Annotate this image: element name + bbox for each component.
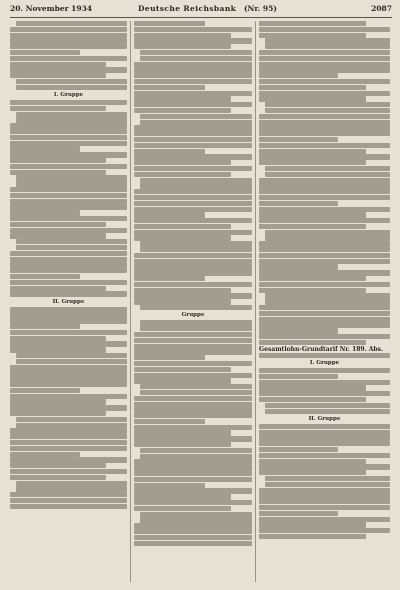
text-line (140, 241, 252, 246)
text-line (134, 189, 252, 194)
text-line (134, 529, 252, 534)
text-line (259, 430, 390, 435)
text-line (259, 447, 338, 452)
text-line (265, 293, 390, 298)
text-line (259, 247, 390, 252)
text-line (259, 33, 366, 38)
text-line (10, 56, 127, 61)
text-line (10, 262, 127, 267)
text-line (10, 280, 127, 285)
text-line (134, 413, 252, 418)
text-line (134, 442, 231, 447)
text-line (16, 486, 127, 491)
text-line (259, 27, 390, 32)
text-line (265, 409, 390, 414)
text-line (259, 353, 390, 358)
text-line (10, 50, 80, 55)
text-line (10, 463, 106, 468)
text-line (10, 307, 127, 312)
text-line (10, 434, 127, 439)
text-line (259, 149, 366, 154)
text-line (16, 112, 127, 117)
text-line (140, 50, 252, 55)
text-line (259, 125, 390, 130)
text-line (10, 318, 127, 323)
text-line (140, 320, 252, 325)
text-line (10, 210, 80, 215)
text-line (259, 120, 390, 125)
text-line (16, 481, 127, 486)
text-line (10, 106, 106, 111)
text-line (16, 181, 127, 186)
text-line (10, 44, 127, 49)
text-line (134, 276, 205, 281)
text-line (134, 207, 252, 212)
text-line (259, 517, 390, 522)
text-line (10, 257, 127, 262)
text-line (134, 91, 252, 96)
text-line (10, 399, 106, 404)
text-line (16, 239, 127, 244)
text-line (265, 482, 390, 487)
text-line (265, 403, 390, 408)
text-line (10, 457, 127, 462)
text-line (259, 441, 390, 446)
text-line (259, 464, 390, 469)
column-left (10, 21, 127, 584)
text-line (259, 91, 390, 96)
text-line (134, 430, 231, 435)
text-line (265, 230, 390, 235)
text-line (134, 419, 205, 424)
text-line (259, 385, 366, 390)
text-line (259, 189, 390, 194)
text-line (10, 405, 127, 410)
column-right (259, 21, 390, 584)
text-line (134, 160, 231, 165)
text-line (140, 56, 252, 61)
text-line (10, 233, 106, 238)
text-line (134, 102, 252, 107)
text-line (10, 199, 127, 204)
text-line (134, 338, 252, 343)
text-line (134, 79, 252, 84)
text-line (259, 380, 390, 385)
text-line (10, 73, 106, 78)
header-issue-number: (Nr. 95) (244, 4, 277, 13)
text-line (10, 152, 127, 157)
text-line (10, 452, 80, 457)
text-line (134, 471, 252, 476)
text-line (134, 96, 231, 101)
text-line (140, 326, 252, 331)
text-line (259, 178, 390, 183)
text-line (10, 193, 127, 198)
text-line (16, 79, 127, 84)
text-line (10, 291, 127, 296)
column-rule (130, 21, 131, 582)
text-line (134, 137, 252, 142)
text-line (259, 488, 390, 493)
section-heading: I. Gruppe (309, 359, 340, 366)
text-line (259, 470, 366, 475)
header-page-number: 2087 (371, 4, 392, 13)
text-line (265, 299, 390, 304)
text-line (259, 435, 390, 440)
text-line (134, 425, 252, 430)
text-line (134, 172, 231, 177)
text-line (140, 183, 252, 188)
text-line (10, 498, 127, 503)
text-line (265, 235, 390, 240)
text-line (259, 62, 390, 67)
text-line (134, 224, 231, 229)
text-line (134, 253, 252, 258)
text-line (259, 328, 338, 333)
text-line (259, 424, 390, 429)
text-line (259, 522, 366, 527)
column-rule (255, 21, 256, 582)
text-line (10, 158, 106, 163)
text-line (265, 108, 390, 113)
text-line (16, 117, 127, 122)
text-line (134, 33, 231, 38)
text-line (134, 230, 252, 235)
text-line (10, 123, 127, 128)
text-line (134, 494, 231, 499)
text-line (10, 222, 106, 227)
header-date: 20. November 1934 (10, 4, 93, 13)
page-header (10, 4, 392, 16)
text-line (134, 38, 252, 43)
text-line (134, 378, 231, 383)
text-line (259, 143, 390, 148)
text-line (259, 397, 366, 402)
text-line (134, 67, 252, 72)
text-line (259, 322, 390, 327)
text-line (140, 390, 252, 395)
text-line (10, 135, 127, 140)
text-line (134, 436, 252, 441)
text-line (10, 365, 127, 370)
text-line (134, 541, 252, 546)
text-line (134, 149, 205, 154)
text-line (259, 505, 390, 510)
text-line (134, 500, 252, 505)
text-line (134, 125, 252, 130)
text-line (259, 317, 390, 322)
text-line (134, 270, 252, 275)
text-line (10, 286, 106, 291)
text-line (134, 407, 252, 412)
text-line (259, 56, 390, 61)
text-line (134, 288, 231, 293)
text-line (259, 511, 338, 516)
text-line (16, 21, 127, 26)
text-line (134, 166, 252, 171)
text-line (259, 79, 390, 84)
text-line (10, 446, 127, 451)
text-line (10, 336, 106, 341)
text-line (134, 27, 252, 32)
text-line (10, 428, 127, 433)
text-line (259, 305, 390, 310)
text-line (265, 44, 390, 49)
text-line (10, 146, 80, 151)
text-line (259, 282, 390, 287)
section-heading: II. Gruppe (308, 415, 341, 422)
text-line (134, 332, 252, 337)
text-line (10, 394, 127, 399)
text-line (10, 62, 106, 67)
text-line (134, 44, 231, 49)
text-line (10, 341, 127, 346)
text-line (140, 384, 252, 389)
text-line (134, 349, 252, 354)
text-line (259, 137, 338, 142)
text-line (134, 218, 252, 223)
text-line (10, 382, 127, 387)
text-line (259, 85, 366, 90)
text-line (259, 183, 390, 188)
text-line (10, 274, 80, 279)
text-line (134, 131, 252, 136)
text-line (259, 493, 390, 498)
text-line (134, 143, 252, 148)
text-line (259, 218, 390, 223)
text-line (134, 21, 205, 26)
text-line (140, 247, 252, 252)
text-line (10, 312, 127, 317)
text-line (10, 492, 127, 497)
text-line (10, 100, 127, 105)
text-line (134, 73, 252, 78)
text-line (10, 251, 127, 256)
text-line (259, 288, 366, 293)
header-title: Deutsche Reichsbank (138, 4, 237, 13)
text-line (134, 293, 252, 298)
text-line (134, 264, 252, 269)
text-line (10, 504, 127, 509)
text-line (134, 465, 252, 470)
header-rule (10, 17, 392, 18)
text-line (259, 374, 338, 379)
text-line (265, 38, 390, 43)
text-line (10, 324, 80, 329)
section-heading: Gesamtlohn-Grundtarif Nr. 189. Abs. (259, 345, 384, 353)
text-line (140, 454, 252, 459)
text-line (10, 187, 127, 192)
text-line (134, 402, 252, 407)
text-line (134, 201, 252, 206)
text-line (16, 245, 127, 250)
text-line (259, 96, 366, 101)
text-line (134, 299, 231, 304)
text-line (259, 311, 390, 316)
text-line (134, 506, 231, 511)
text-line (259, 391, 390, 396)
text-line (134, 85, 205, 90)
text-line (259, 499, 390, 504)
text-line (134, 373, 252, 378)
text-line (259, 241, 390, 246)
text-line (134, 535, 252, 540)
text-line (10, 347, 106, 352)
text-line (259, 534, 366, 539)
text-line (134, 355, 205, 360)
text-line (140, 114, 252, 119)
text-line (265, 102, 390, 107)
column-middle (134, 21, 252, 584)
text-line (140, 120, 252, 125)
text-line (259, 131, 390, 136)
text-line (134, 523, 252, 528)
text-line (134, 361, 252, 366)
text-line (134, 212, 205, 217)
text-line (259, 224, 366, 229)
text-line (134, 62, 252, 67)
text-line (259, 201, 338, 206)
text-line (259, 50, 390, 55)
text-line (259, 73, 338, 78)
text-line (10, 388, 80, 393)
text-line (259, 21, 366, 26)
text-line (10, 370, 127, 375)
text-line (134, 396, 252, 401)
text-line (134, 477, 252, 482)
text-line (10, 129, 127, 134)
text-line (16, 85, 127, 90)
text-line (259, 459, 366, 464)
text-line (140, 305, 252, 310)
text-line (259, 160, 366, 165)
text-line (259, 334, 390, 339)
text-line (10, 38, 127, 43)
text-line (140, 178, 252, 183)
text-line (259, 276, 366, 281)
text-line (10, 411, 106, 416)
text-line (10, 268, 127, 273)
text-line (16, 353, 127, 358)
text-line (259, 114, 390, 119)
text-line (10, 330, 127, 335)
text-line (259, 253, 390, 258)
text-line (259, 154, 390, 159)
text-line (134, 488, 252, 493)
text-line (265, 476, 390, 481)
text-line (259, 259, 390, 264)
text-line (10, 216, 127, 221)
text-line (259, 270, 390, 275)
text-line (16, 359, 127, 364)
section-heading: I. Gruppe (53, 92, 84, 99)
text-line (16, 175, 127, 180)
text-line (134, 154, 252, 159)
text-line (10, 170, 106, 175)
text-line (134, 459, 252, 464)
text-line (259, 264, 338, 269)
text-line (134, 259, 252, 264)
text-line (140, 448, 252, 453)
text-line (265, 166, 390, 171)
section-heading: Gruppe (181, 312, 205, 319)
text-line (10, 440, 127, 445)
text-line (259, 207, 390, 212)
text-line (140, 517, 252, 522)
text-line (259, 67, 390, 72)
text-line (134, 483, 205, 488)
text-line (259, 195, 390, 200)
text-line (140, 512, 252, 517)
section-heading: II. Gruppe (52, 298, 85, 305)
text-line (259, 340, 366, 345)
text-line (134, 282, 252, 287)
text-line (259, 212, 366, 217)
text-line (259, 528, 390, 533)
text-line (259, 453, 390, 458)
text-line (10, 27, 127, 32)
text-line (16, 423, 127, 428)
text-line (259, 368, 390, 373)
text-line (10, 204, 127, 209)
text-line (134, 344, 252, 349)
text-line (10, 475, 106, 480)
text-line (16, 417, 127, 422)
text-line (10, 164, 127, 169)
text-line (265, 172, 390, 177)
text-line (10, 376, 127, 381)
text-line (10, 228, 127, 233)
text-line (10, 141, 127, 146)
text-line (10, 67, 127, 72)
text-line (134, 235, 231, 240)
text-line (134, 108, 231, 113)
text-line (10, 33, 127, 38)
text-line (134, 195, 252, 200)
text-line (134, 367, 231, 372)
text-line (10, 469, 127, 474)
